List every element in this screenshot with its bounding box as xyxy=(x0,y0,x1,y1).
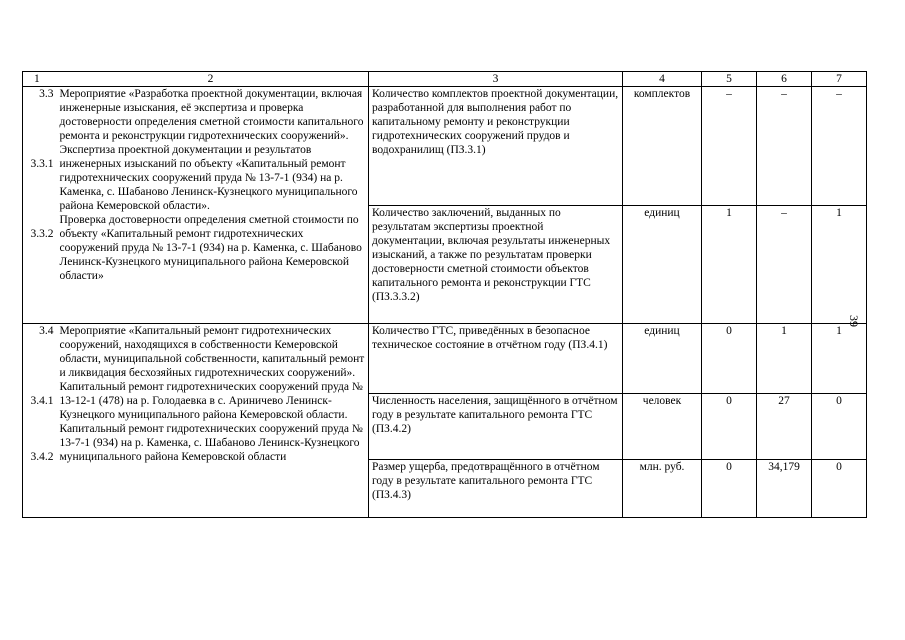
value-cell: – xyxy=(757,87,812,206)
value-cell: 0 xyxy=(702,460,757,518)
row-number-cell xyxy=(23,87,56,324)
row-number: 3.4.2 xyxy=(30,451,54,463)
activity-text: Экспертиза проектной документации и результатов инженерных изысканий по объекту «Капитальный ремонт гидротехнических сооружений пруда № 13-7-1 (934) на р. Каменка, с. Шабаново Ленинск-Кузнецкого муниципального района Кемеровской области». xyxy=(59,144,358,212)
unit-cell: человек xyxy=(623,394,702,460)
indicator-cell: Численность населения, защищённого в отчётном году в результате капитального ремонта ГТС (ПЗ.4.2) xyxy=(369,394,623,460)
activity-text: Капитальный ремонт гидротехнических сооружений пруда № 13-12-1 (478) на р. Голодаевка в с. Ариничево Ленинск-Кузнецкого муниципального района Кемеровской области. xyxy=(59,381,363,421)
table-row xyxy=(23,87,867,206)
header-col-6: 6 xyxy=(757,72,812,87)
value-cell: 34,179 xyxy=(757,460,812,518)
page-number: 39 xyxy=(847,315,861,327)
value-cell: – xyxy=(812,87,867,206)
row-number: 3.4 xyxy=(39,325,54,337)
value-cell: 0 xyxy=(812,394,867,460)
header-row xyxy=(23,72,867,87)
activity-text: Проверка достоверности определения сметной стоимости по объекту «Капитальный ремонт гидротехнических сооружений пруда № 13-7-1 (934) на р. Каменка, с. Шабаново Ленинск-Кузнецкого муниципального района Кемеровской области» xyxy=(59,214,362,282)
value-cell: 1 xyxy=(812,206,867,324)
header-col-4: 4 xyxy=(623,72,702,87)
indicator-cell: Размер ущерба, предотвращённого в отчётном году в результате капитального ремонта ГТС (ПЗ.4.3) xyxy=(369,460,623,518)
activity-text: Мероприятие «Разработка проектной документации, включая инженерные изыскания, её экспертиза и проверка достоверности определения сметной стоимости капитального ремонта и реконструкции гидротехнических сооружений». xyxy=(59,88,364,142)
indicator-cell: Количество ГТС, приведённых в безопасное техническое состояние в отчётном году (ПЗ.4.1) xyxy=(369,324,623,394)
value-cell: 1 xyxy=(757,324,812,394)
row-number: 3.3 xyxy=(39,88,54,100)
value-cell: 27 xyxy=(757,394,812,460)
table-row xyxy=(23,324,867,394)
activity-text: Мероприятие «Капитальный ремонт гидротехнических сооружений, находящихся в собственности Кемеровской области, муниципальной собственности, капитальный ремонт и ликвидация бесхозяйных гидротехнических сооружений». xyxy=(59,325,365,379)
value-cell: – xyxy=(702,87,757,206)
header-col-5: 5 xyxy=(702,72,757,87)
header-col-1-label: 1 xyxy=(34,73,40,85)
header-col-1 xyxy=(23,72,369,87)
activity-cell xyxy=(56,324,369,518)
value-cell: 1 xyxy=(812,324,867,394)
value-cell: 0 xyxy=(702,324,757,394)
unit-cell: комплектов xyxy=(623,87,702,206)
indicator-cell: Количество заключений, выданных по результатам экспертизы проектной документации, включая результаты инженерных изысканий, а также по результатам проверки достоверности сметной стоимости объектов капитального ремонта и реконструкции ГТС (ПЗ.3.3.2) xyxy=(369,206,623,324)
program-table xyxy=(22,71,867,518)
indicator-cell: Количество комплектов проектной документации, разработанной для выполнения работ по капитальному ремонту и реконструкции гидротехнических сооружений прудов и водохранилищ (ПЗ.3.1) xyxy=(369,87,623,206)
unit-cell: единиц xyxy=(623,206,702,324)
value-cell: 0 xyxy=(702,394,757,460)
unit-cell: млн. руб. xyxy=(623,460,702,518)
row-number-cell xyxy=(23,324,56,518)
header-col-7: 7 xyxy=(812,72,867,87)
value-cell: 1 xyxy=(702,206,757,324)
header-col-2-label: 2 xyxy=(207,73,214,85)
row-number: 3.3.2 xyxy=(30,228,54,240)
activity-text: Капитальный ремонт гидротехнических сооружений пруда № 13-7-1 (934) на р. Каменка, с. Шабаново Ленинск-Кузнецкого муниципального района Кемеровской области xyxy=(59,423,363,463)
row-number: 3.4.1 xyxy=(30,395,54,407)
activity-cell xyxy=(56,87,369,324)
header-col-3: 3 xyxy=(369,72,623,87)
value-cell: – xyxy=(757,206,812,324)
value-cell: 0 xyxy=(812,460,867,518)
row-number: 3.3.1 xyxy=(30,158,54,170)
unit-cell: единиц xyxy=(623,324,702,394)
